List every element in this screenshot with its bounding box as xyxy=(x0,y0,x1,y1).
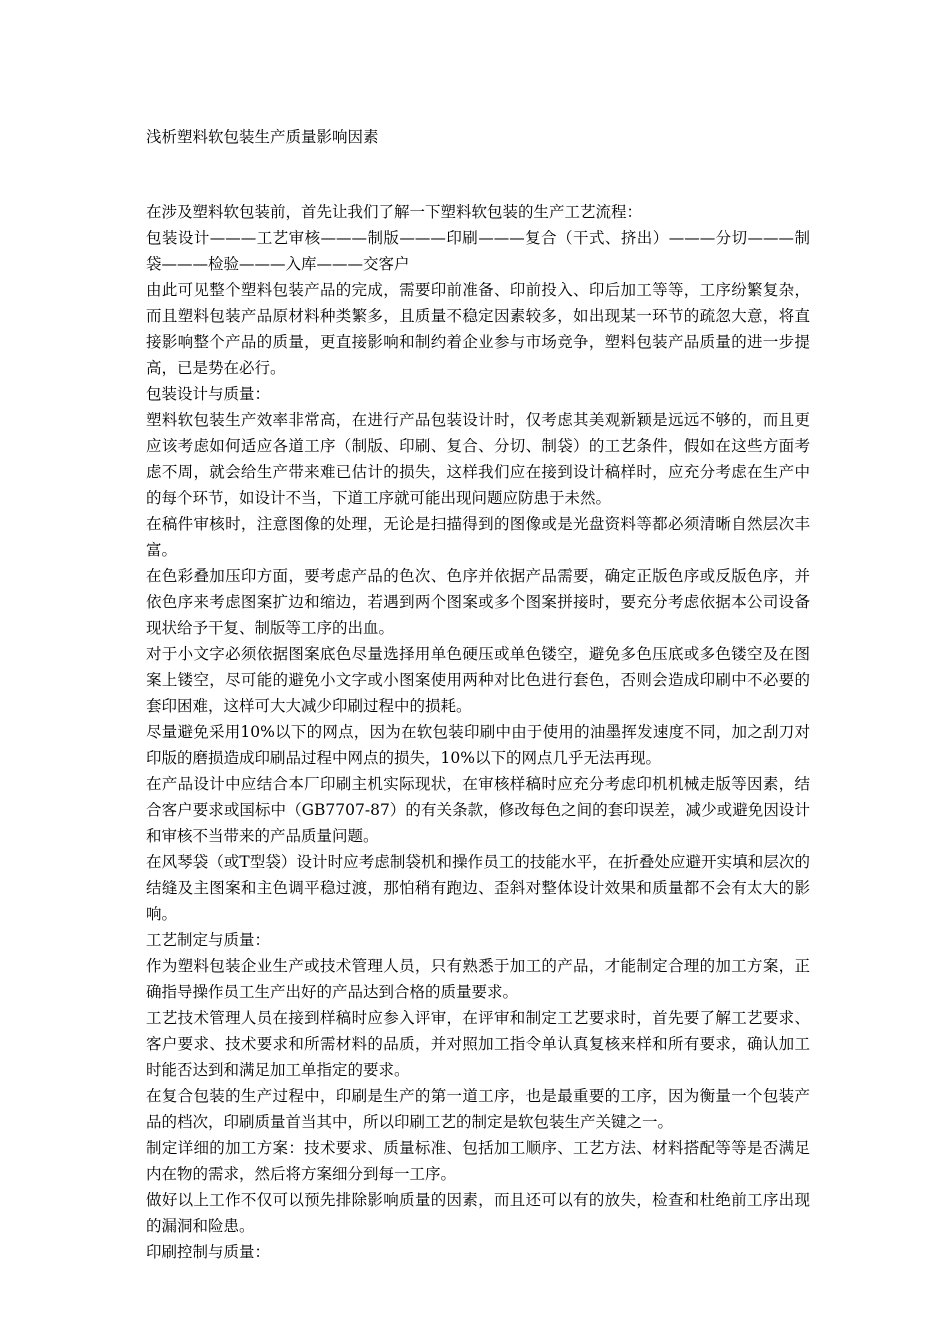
paragraph-small-text: 对于小文字必须依据图案底色尽量选择用单色硬压或单色镂空，避免多色压底或多色镂空及在图案上镂空，尽可能的避免小文字或小图案使用两种对比色进行套色，否则会造成印刷中不必要的套印困难，这样可大大减少印刷过程中的损耗。 xyxy=(146,645,810,715)
paragraph-intro: 在涉及塑料软包装前，首先让我们了解一下塑料软包装的生产工艺流程： xyxy=(146,203,643,221)
document-body xyxy=(146,199,810,1265)
paragraph-color-overprint: 在色彩叠加压印方面，要考虑产品的色次、色序并依据产品需要，确定正版色序或反版色序，并依色序来考虑图案扩边和缩边，若遇到两个图案或多个图案拼接时，要充分考虑依据本公司设备现状给予干复、制版等工序的出血。 xyxy=(146,567,810,637)
paragraph-gusset-bag: 在风琴袋（或T型袋）设计时应考虑制袋机和操作员工的技能水平，在折叠处应避开实填和层次的结缝及主图案和主色调平稳过渡，那怕稍有跑边、歪斜对整体设计效果和质量都不会有太大的影响。 xyxy=(146,853,810,923)
paragraph-printing-importance: 在复合包装的生产过程中，印刷是生产的第一道工序，也是最重要的工序，因为衡量一个包装产品的档次，印刷质量首当其中，所以印刷工艺的制定是软包装生产关键之一。 xyxy=(146,1087,810,1131)
paragraph-manuscript-review: 在稿件审核时，注意图像的处理，无论是扫描得到的图像或是光盘资料等都必须清晰自然层次丰富。 xyxy=(146,515,810,559)
section-heading-process: 工艺制定与质量： xyxy=(146,931,271,949)
document-title: 浅析塑料软包装生产质量影响因素 xyxy=(146,128,379,146)
paragraph-halftone-dots: 尽量避免采用10%以下的网点，因为在软包装印刷中由于使用的油墨挥发速度不同，加之刮刀对印版的磨损造成印刷品过程中网点的损失，10%以下的网点几乎无法再现。 xyxy=(146,723,810,767)
paragraph-registration: 在产品设计中应结合本厂印刷主机实际现状，在审核样稿时应充分考虑印机机械走版等因素，结合客户要求或国标中（GB7707-87）的有关条款，修改每色之间的套印误差，减少或避免因设计和审核不当带来的产品质量问题。 xyxy=(146,775,810,845)
paragraph-overview: 由此可见整个塑料包装产品的完成，需要印前准备、印前投入、印后加工等等，工序纷繁复杂，而且塑料包装产品原材料种类繁多，且质量不稳定因素较多，如出现某一环节的疏忽大意，将直接影响整个产品的质量，更直接影响和制约着企业参与市场竞争，塑料包装产品质量的进一步提高，已是势在必行。 xyxy=(146,281,810,377)
section-heading-printing: 印刷控制与质量： xyxy=(146,1243,271,1261)
paragraph-design-efficiency: 塑料软包装生产效率非常高，在进行产品包装设计时，仅考虑其美观新颖是远远不够的，而且更应该考虑如何适应各道工序（制版、印刷、复合、分切、制袋）的工艺条件，假如在这些方面考虑不周，就会给生产带来难已估计的损失，这样我们应在接到设计稿样时，应充分考虑在生产中的每个环节，如设计不当，下道工序就可能出现问题应防患于未然。 xyxy=(146,411,810,507)
paragraph-prevention: 做好以上工作不仅可以预先排除影响质量的因素，而且还可以有的放失，检查和杜绝前工序出现的漏洞和险患。 xyxy=(146,1191,810,1235)
paragraph-process-review: 工艺技术管理人员在接到样稿时应参入评审，在评审和制定工艺要求时，首先要了解工艺要求、客户要求、技术要求和所需材料的品质，并对照加工指令单认真复核来样和所有要求，确认加工时能否达到和满足加工单指定的要求。 xyxy=(146,1009,810,1079)
paragraph-process-flow: 包装设计———工艺审核———制版———印刷———复合（干式、挤出）———分切———制袋———检验———入库———交客户 xyxy=(146,229,810,273)
paragraph-process-staff: 作为塑料包装企业生产或技术管理人员，只有熟悉于加工的产品，才能制定合理的加工方案，正确指导操作员工生产出好的产品达到合格的质量要求。 xyxy=(146,957,810,1001)
paragraph-process-plan: 制定详细的加工方案：技术要求、质量标准、包括加工顺序、工艺方法、材料搭配等等是否满足内在物的需求，然后将方案细分到每一工序。 xyxy=(146,1139,810,1183)
section-heading-design: 包装设计与质量： xyxy=(146,385,271,403)
